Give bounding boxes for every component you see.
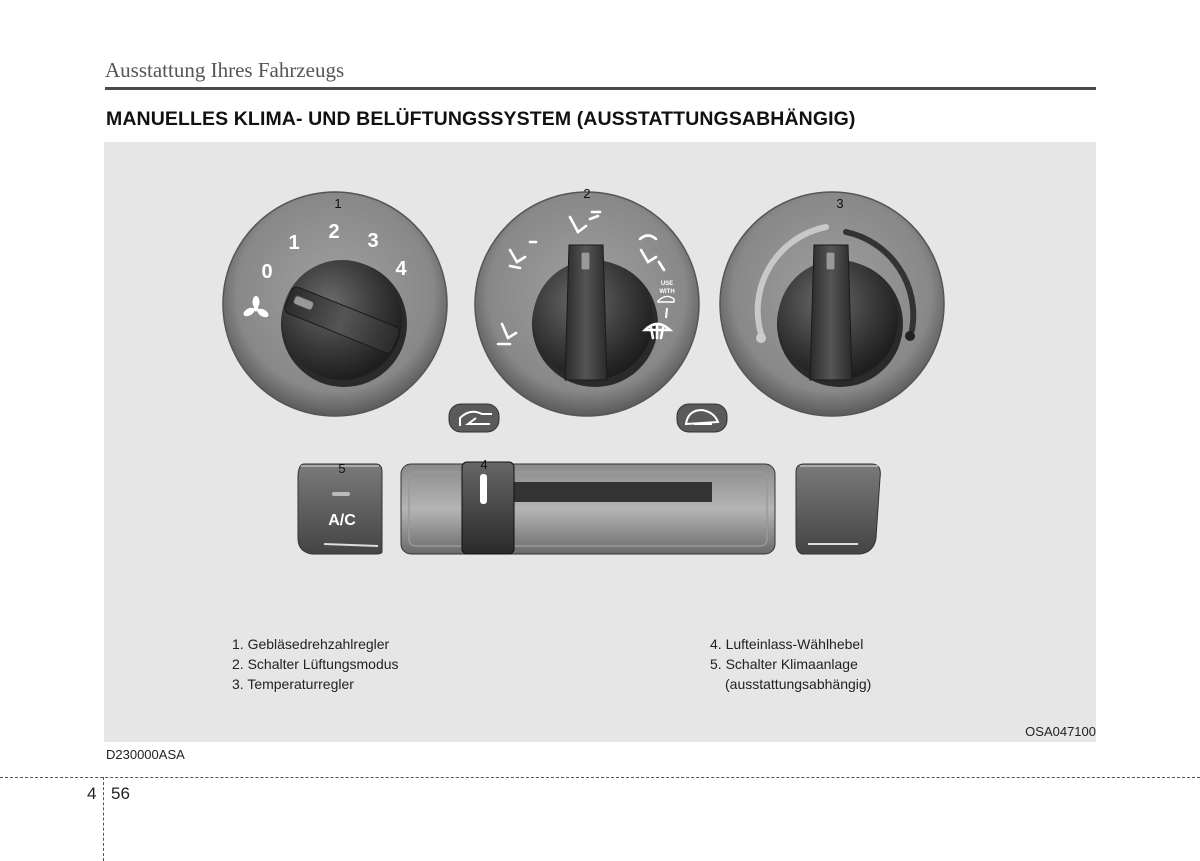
air-intake-lever[interactable]	[462, 462, 514, 554]
callout-1	[334, 196, 341, 211]
fan-label-1: 1	[288, 232, 300, 254]
document-code: D230000ASA	[106, 747, 185, 762]
callout-5	[338, 461, 345, 476]
figure-panel	[104, 142, 1096, 742]
fan-speed-dial[interactable]	[223, 192, 447, 416]
legend-item-5: 5. Schalter Klimaanlage	[710, 656, 858, 672]
legend-left	[232, 634, 399, 694]
legend-item-3: 3. Temperaturregler	[232, 676, 354, 692]
vent-mode-dial[interactable]	[475, 192, 699, 416]
legend-item-2: 2. Schalter Lüftungsmodus	[232, 656, 399, 672]
footer-divider	[0, 777, 1200, 778]
legend-item-1: 1. Gebläsedrehzahlregler	[232, 636, 390, 652]
ac-button-label: A/C	[328, 512, 356, 529]
section-header: Ausstattung Ihres Fahrzeugs	[105, 58, 345, 82]
fan-label-0: 0	[261, 261, 273, 283]
footer-vertical-divider	[103, 777, 104, 861]
air-intake-slider[interactable]	[401, 462, 775, 554]
page-number: 56	[111, 784, 130, 803]
header-rule	[105, 87, 1096, 90]
callout-4	[480, 457, 487, 472]
svg-text:3: 3	[836, 196, 844, 211]
fan-label-2: 2	[328, 221, 340, 243]
mode-text-with: WITH	[659, 289, 675, 295]
mode-text-use: USE	[660, 281, 674, 287]
recirculation-indicator	[677, 404, 727, 432]
legend-right	[710, 634, 871, 694]
legend-item-4: 4. Lufteinlass-Wählhebel	[710, 636, 864, 652]
hot-dot	[905, 331, 915, 341]
figure-code: OSA047100	[1025, 724, 1096, 739]
legend-item-5-note: (ausstattungsabhängig)	[725, 676, 872, 692]
page-title: MANUELLES KLIMA- UND BELÜFTUNGSSYSTEM (AUSSTATTUNGSABHÄNGIG)	[106, 108, 856, 130]
ac-indicator-light	[332, 492, 350, 496]
callout-2	[583, 186, 590, 201]
fan-label-3: 3	[367, 230, 379, 252]
fan-label-4: 4	[395, 258, 407, 280]
temperature-knob-grip[interactable]	[810, 245, 852, 380]
vent-mode-knob-grip[interactable]	[565, 245, 607, 380]
svg-text:4: 4	[480, 457, 488, 472]
fresh-air-indicator	[449, 404, 499, 432]
svg-text:1: 1	[334, 196, 342, 211]
slider-track	[510, 482, 712, 502]
page-chapter: 4	[87, 784, 97, 803]
ac-button[interactable]	[298, 464, 382, 554]
temperature-dial[interactable]	[720, 192, 944, 416]
right-blank-button[interactable]	[796, 464, 880, 554]
callout-3	[836, 196, 843, 211]
cold-dot	[756, 333, 766, 343]
svg-text:2: 2	[583, 186, 591, 201]
svg-text:5: 5	[338, 461, 346, 476]
